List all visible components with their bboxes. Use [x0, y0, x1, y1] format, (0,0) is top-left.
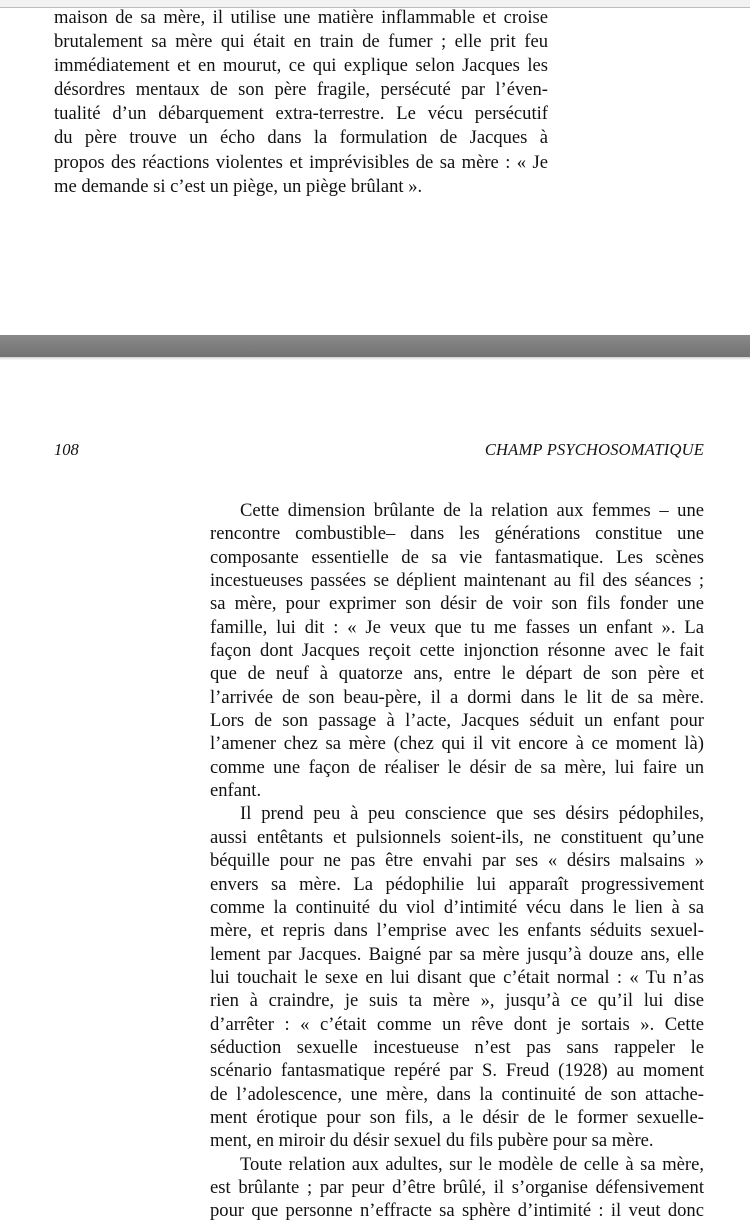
text-line: est brûlante ; par peur d’être brûlé, il s’organise défensivement: [210, 1176, 704, 1198]
text-line: pour que personne n’effracte sa sphère d’intimité : il veut donc: [210, 1200, 704, 1222]
text-line: ment érotique pour son fils, a le désir de le former sexuelle-: [210, 1106, 704, 1128]
text-line: envers sa mère. La pédophilie lui apparaît progressivement: [210, 873, 704, 895]
text-line: Il prend peu à peu conscience que ses désirs pédophiles,: [240, 803, 704, 825]
journal-title: CHAMP PSYCHOSOMATIQUE: [484, 440, 704, 459]
text-line: l’arrivée de son beau-père, il a dormi dans le lit de sa mère.: [210, 686, 704, 708]
text-line: propos des réactions violentes et imprévisibles de sa mère : « Je: [54, 151, 548, 173]
text-line: lement par Jacques. Baigné par sa mère jusqu’à douze ans, elle: [210, 943, 704, 965]
page-number: 108: [54, 440, 79, 459]
text-line: scénario fantasmatique repéré par S. Freud (1928) au moment: [210, 1060, 704, 1082]
text-line: incestueuses passées se déplient maintenant au fil des séances ;: [210, 570, 704, 592]
text-line: Lors de son passage à l’acte, Jacques séduit un enfant pour: [210, 710, 704, 732]
text-line: lui touchait le sexe en lui disant que c’était normal : « Tu n’as: [210, 966, 704, 988]
text-line: que de neuf à quatorze ans, entre le départ de son père et: [210, 663, 704, 685]
text-line: immédiatement et en mourut, ce qui explique selon Jacques les: [54, 55, 548, 77]
text-line: de l’adolescence, une mère, dans la continuité de son attache-: [210, 1083, 704, 1105]
page-separator: [0, 335, 750, 357]
current-page-text: [210, 499, 704, 1223]
text-line: d’arrêter : « c’était comme un rêve dont je sortais ». Cette: [210, 1013, 704, 1035]
text-line: rencontre combustible– dans les générations constitue une: [210, 523, 704, 545]
text-line: enfant.: [210, 780, 262, 802]
text-line: ment, en miroir du désir sexuel du fils pubère pour sa mère.: [210, 1130, 654, 1152]
text-line: du père trouve un écho dans la formulation de Jacques à: [54, 127, 548, 149]
text-line: comme la continuité du viol d’intimité vécu dans le lien à sa: [210, 896, 704, 918]
text-line: tualité d’un débarquement extra-terrestre. Le vécu persécutif: [54, 103, 548, 125]
text-line: comme une façon de réaliser le désir de sa mère, lui faire un: [210, 756, 704, 778]
text-line: me demande si c’est un piège, un piège brûlant ».: [54, 175, 423, 197]
text-line: maison de sa mère, il utilise une matière inflammable et croise: [54, 7, 548, 28]
text-line: sa mère, pour exprimer son désir de voir son fils fonder une: [210, 593, 704, 615]
text-line: séduction sexuelle incestueuse n’est pas sans rappeler le: [210, 1036, 704, 1058]
text-line: Toute relation aux adultes, sur le modèle de celle à sa mère,: [240, 1153, 704, 1175]
text-line: brutalement sa mère qui était en train de fumer ; elle prit feu: [54, 31, 548, 53]
text-line: mère, et repris dans l’emprise avec les enfants séduits sexuel-: [210, 920, 704, 942]
text-line: rien à craindre, je suis ta mère », jusqu’à ce qu’il lui dise: [210, 990, 704, 1012]
text-line: aussi entêtants et pulsionnels soient-ils, ne constituent qu’une: [210, 826, 704, 848]
text-line: composante essentielle de sa vie fantasmatique. Les scènes: [210, 546, 704, 568]
text-line: béquille pour ne pas être envahi par ses « désirs malsains »: [210, 850, 704, 872]
text-line: famille, lui dit : « Je veux que tu me fasses un enfant ». La: [210, 616, 704, 638]
previous-page-text: [54, 6, 548, 199]
page-separator-shadow: [0, 357, 750, 360]
text-line: l’amener chez sa mère (chez qui il vit encore à ce moment là): [210, 733, 704, 755]
text-line: Cette dimension brûlante de la relation aux femmes – une: [240, 500, 704, 521]
text-line: façon dont Jacques reçoit cette injonction résonne avec le fait: [210, 640, 704, 662]
text-line: désordres mentaux de son père fragile, persécuté par l’éven-: [54, 79, 548, 101]
